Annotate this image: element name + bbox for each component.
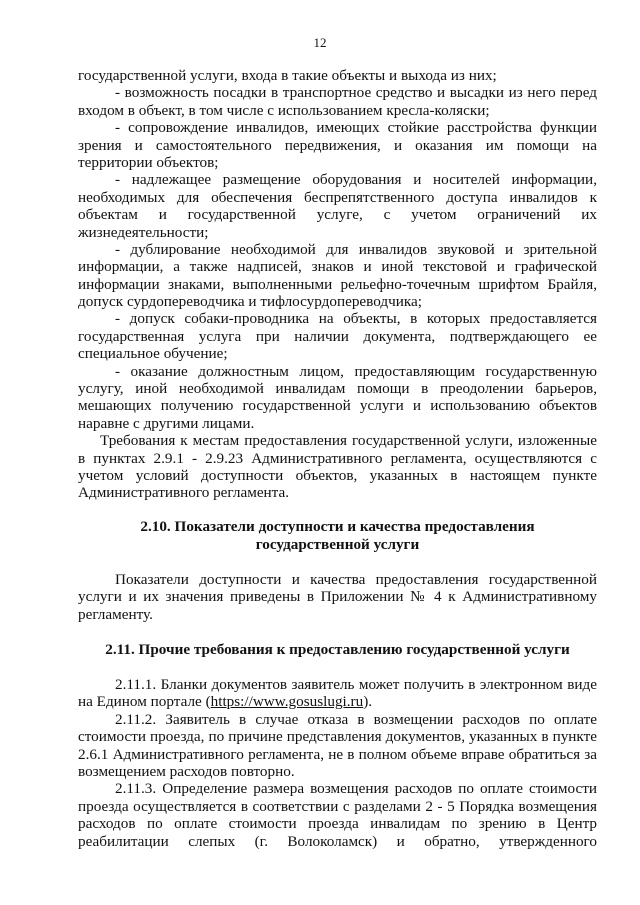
text-line: учетом условий доступности объектов, указанных в настоящем пункте [78, 466, 597, 484]
accessibility-requirements-list [78, 67, 597, 502]
heading-line: 2.10. Показатели доступности и качества предоставления [140, 518, 535, 535]
text-line: наравне с другими лицами. [78, 414, 255, 432]
text-line: государственной услуги, входа в такие объекты и выхода из них; [78, 67, 497, 84]
page-number: 12 [313, 35, 327, 50]
list-item-boarding: - возможность посадки в транспортное средство и высадки из него перед [115, 84, 597, 102]
text-line: необходимых для обеспечения беспрепятственного доступа инвалидов к [78, 188, 597, 206]
text-fragment: ). [363, 693, 373, 711]
text-line [78, 693, 597, 710]
text-line: жизнедеятельности; [78, 223, 209, 241]
text-line: в пунктах 2.9.1 - 2.9.23 Административного регламента, осуществляются с [78, 449, 597, 467]
paragraph-2-11-3: 2.11.3. Определение размера возмещения расходов по оплате стоимости [115, 780, 597, 798]
text-line: входом в объект, в том числе с использованием кресла-коляски; [78, 101, 490, 119]
text-line: объектам и государственной услуге, с учетом ограничений их [78, 206, 597, 224]
text-line: допуск сурдопереводчика и тифлосурдопереводчика; [78, 293, 422, 311]
section-heading-2-11: 2.11. Прочие требования к предоставлению государственной услуги [105, 641, 570, 658]
list-item-guide-dog: - допуск собаки-проводника на объекты, в которых предоставляется [115, 310, 597, 328]
text-line: расходов по оплате стоимости проезда инвалидам по зрению в Центр [78, 815, 597, 833]
list-item-assistance: - оказание должностным лицом, предоставляющим государственную [115, 362, 597, 380]
section-2-11-paragraphs [78, 676, 597, 850]
section-2-10-paragraph [78, 571, 597, 623]
text-fragment: на Едином портале ( [78, 693, 211, 711]
text-line: зрения и самостоятельного передвижения, и оказания им помощи на [78, 136, 597, 154]
text-line: реабилитации слепых (г. Волоколамск) и обратно, утвержденного [78, 832, 597, 850]
list-item-duplication: - дублирование необходимой для инвалидов звуковой и зрительной [115, 240, 597, 258]
text-line: услугу, иной необходимой инвалидам помощи в преодолении барьеров, [78, 380, 597, 398]
list-item-equipment: - надлежащее размещение оборудования и носителей информации, [115, 171, 597, 189]
gosuslugi-link[interactable]: https://www.gosuslugi.ru [210, 693, 364, 711]
text-line: мешающих получению государственной услуги и использованию объектов [78, 397, 597, 415]
section-heading-2-10 [78, 518, 597, 554]
text-line: услуги и их значения приведены в Приложении № 4 к Административному [78, 588, 597, 606]
text-line: проезда осуществляется в соответствии с разделами 2 - 5 Порядка возмещения [78, 797, 597, 815]
text-line: Показатели доступности и качества предоставления государственной [115, 571, 597, 588]
text-line: возмещением расходов повторно. [78, 762, 295, 780]
paragraph-requirements: Требования к местам предоставления государственной услуги, изложенные [100, 432, 597, 450]
text-line: Административного регламента. [78, 484, 290, 502]
text-line: регламенту. [78, 605, 153, 623]
text-line: специальное обучение; [78, 345, 228, 363]
list-item-escort: - сопровождение инвалидов, имеющих стойкие расстройства функции [115, 119, 597, 137]
text-line: 2.6.1 Административного регламента, не в полном объеме вправе обратиться за [78, 745, 597, 763]
text-line: государственная услуга при наличии документа, подтверждающего ее [78, 327, 597, 345]
text-line: информации, а также надписей, знаков и иной текстовой и графической [78, 258, 597, 276]
paragraph-2-11-2: 2.11.2. Заявитель в случае отказа в возмещении расходов по оплате [115, 710, 597, 728]
text-line: стоимости проезда, по причине представления документов, указанных в пункте [78, 728, 597, 746]
paragraph-2-11-1: 2.11.1. Бланки документов заявитель может получить в электронном виде [115, 676, 597, 693]
heading-line: государственной услуги [255, 536, 420, 553]
text-line: информации знаками, выполненными рельефно-точечным шрифтом Брайля, [78, 275, 597, 293]
text-line: территории объектов; [78, 153, 219, 171]
